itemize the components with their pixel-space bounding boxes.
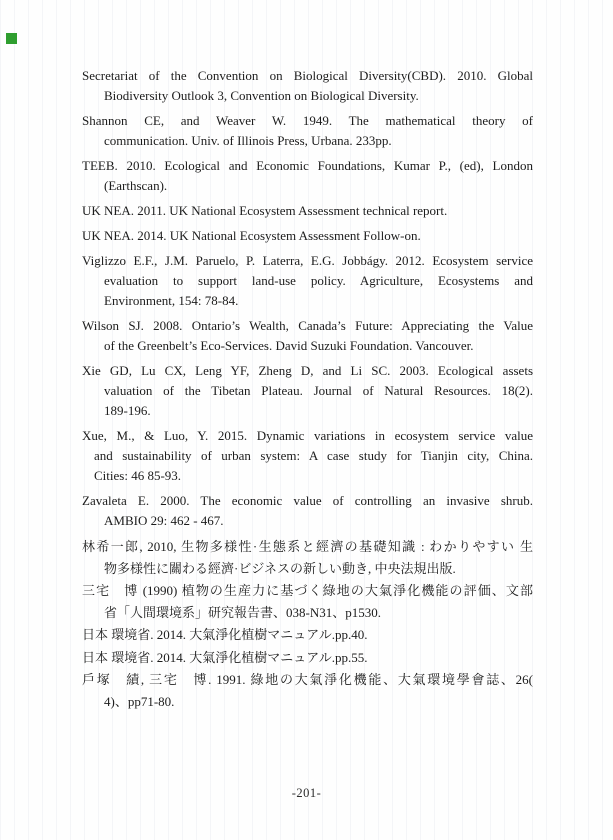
reference-entry <box>82 426 533 486</box>
reference-entry <box>82 580 533 623</box>
reference-entry <box>82 361 533 421</box>
reference-line: Xie GD, Lu CX, Leng YF, Zheng D, and Li SC. 2003. Ecological assets <box>82 363 533 378</box>
reference-line: evaluation to support land-use policy. Agriculture, Ecosystems and <box>104 273 533 288</box>
reference-line: 三宅 博 (1990) 植物の生産力に基づく綠地の大氣淨化機能の評価、文部 <box>82 583 533 598</box>
reference-entry <box>82 111 533 151</box>
reference-line: Zavaleta E. 2000. The economic value of controlling an invasive shrub. <box>82 493 533 508</box>
reference-line: Shannon CE, and Weaver W. 1949. The mathematical theory of <box>82 113 533 128</box>
reference-line: AMBIO 29: 462 - 467. <box>104 513 224 528</box>
reference-line: 189-196. <box>104 403 151 418</box>
reference-line: 4)、pp71-80. <box>104 693 175 709</box>
reference-line: communication. Univ. of Illinois Press, Urbana. 233pp. <box>104 133 392 148</box>
reference-line: UK NEA. 2014. UK National Ecosystem Assessment Follow-on. <box>82 228 421 243</box>
green-square-icon <box>6 33 17 44</box>
reference-line: of the Greenbelt’s Eco-Services. David Suzuki Foundation. Vancouver. <box>104 338 474 353</box>
reference-line: 物多様性に關わる經濟·ビジネスの新しい動き, 中央法規出版. <box>104 560 456 576</box>
reference-entry <box>82 647 533 669</box>
reference-line: Wilson SJ. 2008. Ontario’s Wealth, Canada’s Future: Appreciating the Value <box>82 318 533 333</box>
reference-entry <box>82 226 533 246</box>
reference-entry <box>82 669 533 712</box>
reference-line: UK NEA. 2011. UK National Ecosystem Assessment technical report. <box>82 203 448 218</box>
reference-line: Secretariat of the Convention on Biological Diversity(CBD). 2010. Global <box>82 68 533 83</box>
reference-line: Environment, 154: 78-84. <box>104 293 239 308</box>
reference-entry <box>82 156 533 196</box>
reference-line: Biodiversity Outlook 3, Convention on Biological Diversity. <box>104 88 419 103</box>
reference-line: 日本 環境省. 2014. 大氣淨化植樹マニュアル.pp.40. <box>82 627 368 642</box>
reference-line: and sustainability of urban system: A case study for Tianjin city, China. <box>94 448 533 463</box>
reference-line: valuation of the Tibetan Plateau. Journal of Natural Resources. 18(2). <box>104 383 533 398</box>
reference-entry <box>82 201 533 221</box>
reference-entry <box>82 624 533 646</box>
reference-entry <box>82 66 533 106</box>
references-list <box>82 66 533 713</box>
reference-line: 省「人間環境系」研究報告書、038-N31、p1530. <box>104 604 381 620</box>
reference-line: Cities: 46 85-93. <box>94 468 182 483</box>
reference-line: Viglizzo E.F., J.M. Paruelo, P. Laterra, E.G. Jobbágy. 2012. Ecosystem service <box>82 253 533 268</box>
page-number: -201- <box>291 786 322 800</box>
reference-entry <box>82 491 533 531</box>
reference-entry <box>82 251 533 311</box>
reference-line: 戶塚 績, 三宅 博. 1991. 綠地の大氣淨化機能、大氣環境學會誌、26( <box>82 672 533 687</box>
reference-entry <box>82 536 533 579</box>
reference-line: 日本 環境省. 2014. 大氣淨化植樹マニュアル.pp.55. <box>82 649 368 665</box>
reference-line: 林希一郎, 2010, 生物多様性·生態系と經濟の基礎知識 : わかりやすい 生 <box>82 539 533 554</box>
reference-line: TEEB. 2010. Ecological and Economic Foundations, Kumar P., (ed), London <box>82 158 533 173</box>
reference-entry <box>82 316 533 356</box>
reference-line: (Earthscan). <box>104 178 168 193</box>
reference-line: Xue, M., & Luo, Y. 2015. Dynamic variations in ecosystem service value <box>82 428 533 443</box>
